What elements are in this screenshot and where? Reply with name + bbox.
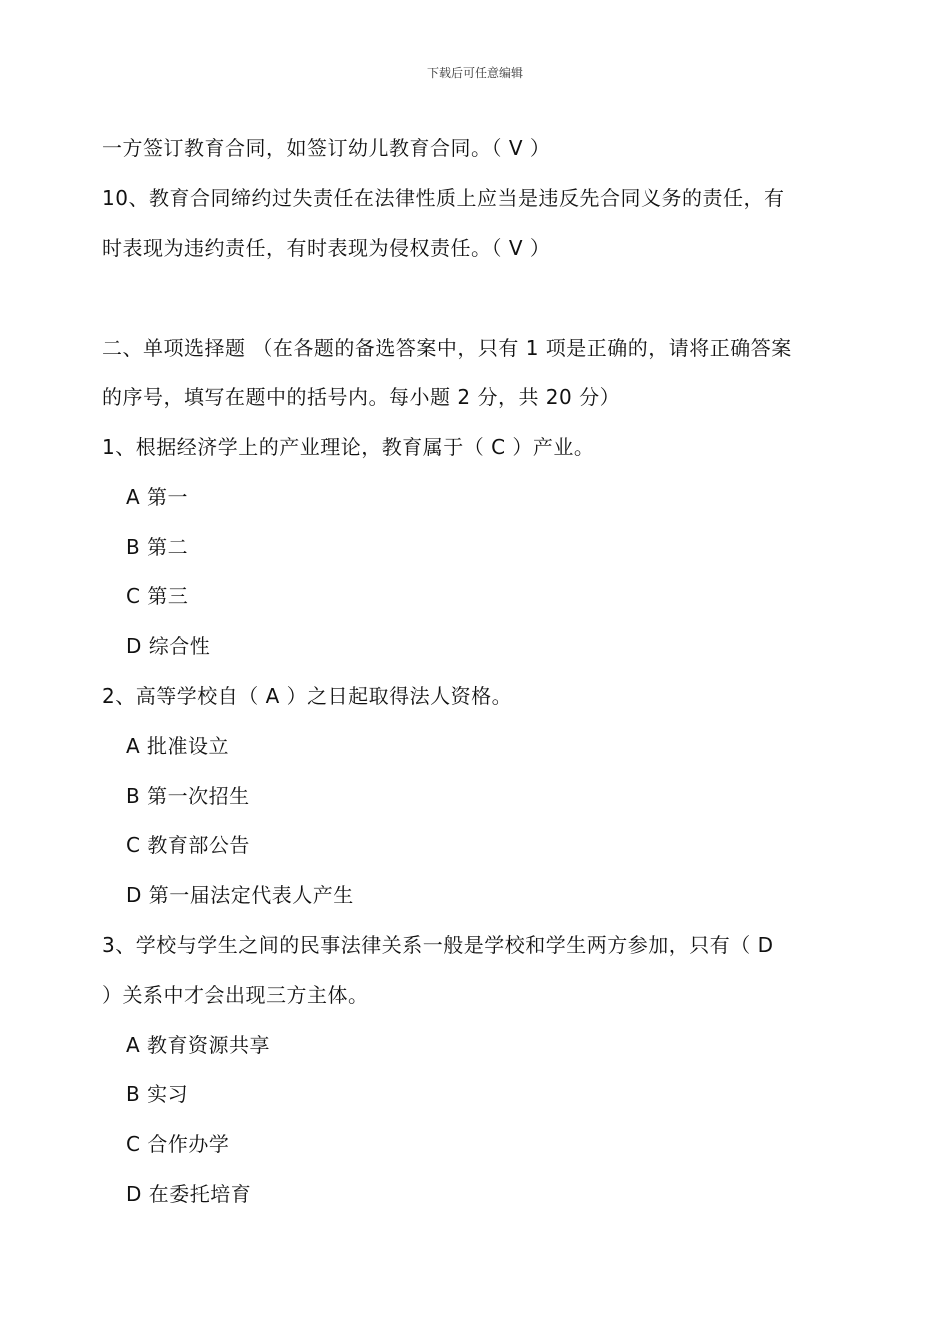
section-title-cont: 的序号，填写在题中的括号内。每小题 2 分，共 20 分） bbox=[102, 385, 621, 409]
page-header: 下载后可任意编辑 bbox=[426, 66, 523, 80]
text-line: 一方签订教育合同，如签订幼儿教育合同。（ V ） bbox=[102, 136, 551, 160]
question-stem: 1、根据经济学上的产业理论，教育属于（ C ）产业。 bbox=[102, 435, 595, 459]
question-stem-cont: ）关系中才会出现三方主体。 bbox=[102, 983, 369, 1007]
question-option: A 第一 bbox=[126, 485, 189, 509]
question-option: C 第三 bbox=[126, 584, 189, 608]
question-stem: 3、学校与学生之间的民事法律关系一般是学校和学生两方参加，只有（ D bbox=[102, 933, 774, 957]
question-option: D 在委托培育 bbox=[126, 1182, 252, 1206]
question-option: A 批准设立 bbox=[126, 734, 230, 758]
text-line: 时表现为违约责任，有时表现为侵权责任。（ V ） bbox=[102, 236, 551, 260]
question-option: C 教育部公告 bbox=[126, 833, 250, 857]
question-option: C 合作办学 bbox=[126, 1132, 230, 1156]
question-option: A 教育资源共享 bbox=[126, 1033, 271, 1057]
question-option: B 第二 bbox=[126, 535, 189, 559]
section-title: 二、单项选择题 （在各题的备选答案中，只有 1 项是正确的，请将正确答案 bbox=[102, 336, 792, 360]
question-option: D 第一届法定代表人产生 bbox=[126, 883, 354, 907]
question-option: D 综合性 bbox=[126, 634, 211, 658]
text-line: 10、教育合同缔约过失责任在法律性质上应当是违反先合同义务的责任，有 bbox=[102, 186, 785, 210]
question-option: B 实习 bbox=[126, 1082, 189, 1106]
question-option: B 第一次招生 bbox=[126, 784, 250, 808]
question-stem: 2、高等学校自（ A ）之日起取得法人资格。 bbox=[102, 684, 513, 708]
